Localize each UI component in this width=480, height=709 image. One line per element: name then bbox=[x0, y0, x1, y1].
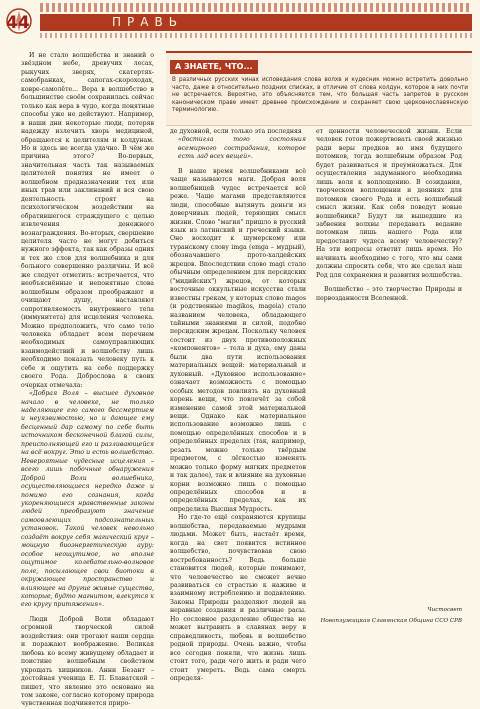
paragraph: И не стало волшебства и знаний о звёздном небе, древучих лесах, рыкучих зверях, скатертях-самобранках, сапогах-скороходах, ковре-самолёте... Вера в волшебство в большинстве своём сохранилась сейчас только как вера в чудо, когда понятные способы уже не действуют. Например, в наши дни некоторые люди, потеряв надежду излечить хворь медициной, обращаются к целителям и колдунам. Но и здесь не всегда удачно. В чём же причина этого? Во-первых, значительная часть так называемых целителей понятия не имеет о волшебном предназначении тех или иных трав или заклинаний и вся свою деятельность строят на психологическом воздействии на обратившегося страждущего с целью извлечения денежного вознаграждения. Во-вторых, свершение целителя часто не могут добиться нужного эффекта, так как образы одних и тех же слов для волшебника и для больного совершенно различны. И всё же следует отметить: встречается, что необъяснённые и непонятные слова волшебным образом преображают и очищают душу, наставляют сопротивляемость внутреннего тела (иммунитета) для исцеления человека. Можно предположить, что само тело человека обладает всем перечнем необходимых самоуправляющих взаимодействий и волшебству лишь необходимо показать человеку путь к себе и ощутить на себе поддержку своего Рода. Добрословa в своих очерках отмечала: bbox=[21, 52, 154, 389]
paragraph: Люди Доброй Воли обладают огромной творческой силой воздействия: они трогают наши сердца и поражают воображение. Великая любовь ко всему живущему обладает и поистине волшебным свойством укрощать хищников. Анни Безант – достойная ученица Е. П. Блаватской – пишет, что явление это основано на том законе, согласно которому природа чувственная подчиняется приро- bbox=[21, 615, 154, 708]
paragraph: В наше время волшебниками всё чаще называются маги. Добрая воля волшебницей чудес встречается всё реже. Чаще магами представляются люди, способные вытянуть деньги из доверчивых людей, теряющих смысл жизни. Слово "магия" пришло в русский язык из латинский и греческий языки. Оно восходит к шумерскому или туранскому слову imga (emga – мудрый), обозначавшего прото-халдейских жрецов. Впоследствии слово magi стало обычным определением для персидских ("мидийских") жрецов, от которых восточные оккультные искусства стали известны грекам, у которых слово magos (и родственные magikos, mageia) стало названием человека, обладающего тайными знаниями и силой, подобно персидским жрецам. Поскольку человек состоит из двух противоположных «компонентов» – тела и духа, ему даны были два пути использования материальных вещей: материальный и духовный. «Духовное использование» означает возможность с помощью особых методов повлиять на духовный корень вещи, что повлечёт за собой изменение самой этой материальной вещи. Однако как материальное использование возможно лишь с помощью определённых способов и в определённых пределах (так, например, резать можно только твёрдым предметом, с лёгкостью изменять можно только форму мягких предметов и так далее), так и влияние на духовные корни возможно лишь с помощью определённых способов и в определённых пределах, как их определила Высшая Мудрость. bbox=[170, 167, 306, 513]
column-left bbox=[21, 52, 154, 709]
box-text: В различных русских чинах исповедания слова волхв и кудесник можно встретить довольно часто, даже в относительно поздних списках, в отличие от слова колдун, которое в них почти не встречается. Вероятно, это объясняется тем, что большая часть запретов в русском каноническом праве имеет древнее происхождение и сохраняет свою церковнославянскую терминологию. bbox=[172, 77, 468, 114]
paragraph: ет ценности человеческой жизни. Если человек готов пожертвовать своей жизнью ради веры предков во имя будущего потомков, тогда волшебным образом Род будет развиваться и преумножаться. Для осуществления задуманного необходима лишь воля к воплощению. В созидании, творческом воплощении и деяниях для потомков своего Рода и есть волшебный смысл жизни. Как себя поведут новые волшебники? Будут ли вышедшие из забвения волхвы передавать ведание потомкам лишь нашего Рода или предоставят чудеса всему человечеству? На эти вопросы ответит лишь время. Но начинать необходимо с того, что мы сами должны спросить себя, что же сделал наш Род для сохранения и развития волшебства. bbox=[316, 128, 462, 279]
box-title: А ЗНАЕТЕ, ЧТО... bbox=[170, 60, 258, 74]
quote: «Добрая Воля – высшее духовное начало в человеке, не только наделяющее его самого бессмертием и неуязвимостью, но и дающее ему бесценный дар самому по себе быть источником бесконечной благой силы, преисполняющей его и разливающейся на всё вокруг. Это и есть волшебство. Невероятные чудесные исцеления – всего лишь побочные обнаружения Доброй Воли волшебника, осуществляющиеся нередко даже и помимо его сознания, когда укореняющиеся нравственные законы людей преобразуют значение самоовлеющих подсознательных установок. Такой человек невольно создаёт вокруг себя магический круг – мощную биоэнергетическую ауру: особое неощутимое, но вполне ощутимое колебательно-волновое поле, посылающее свои биотоки в окружающее пространство и влияющее на другие живые существа, которые, будто магнитом, влекутся к его кругу притяжения». bbox=[21, 390, 154, 609]
did-you-know-box bbox=[166, 51, 472, 126]
page-header bbox=[0, 0, 480, 40]
quote: «достигла того состояния всемирного сострадания, которое есть лад всех вещей». bbox=[178, 136, 306, 161]
column-middle bbox=[170, 128, 306, 683]
author-name: Чистосвет bbox=[427, 607, 462, 613]
header-band bbox=[40, 14, 472, 31]
section-title: ПРАВЬ bbox=[112, 15, 183, 29]
header-pattern-top bbox=[40, 3, 472, 12]
author-signature bbox=[316, 607, 462, 625]
header-pattern-bottom bbox=[40, 33, 472, 38]
column-right bbox=[316, 128, 462, 303]
author-organization: Новоплужицкая Славянская Община ССО СРВ bbox=[320, 617, 462, 624]
paragraph: Но где-то ещё сохраняются крупицы волшебства, передаваемые мудрыми людьми. Может быть, настаёт время, когда на свет появится истинное волшебство, почувствовав свою востребованность? Ведь больше становится людей, которые понимают, что человечество не сможет вечно развиваться со страстью к наживе и взаимному истреблению и подавлению. Законы Природы разделяют людей на неравные создания и различные расы. Но сословное разделение общества не может вытравить в славянах веру в справедливость, любовь и волшебство родной природы. Очень важно, чтобы все сегодня поняли, что жизнь лишь стоит того, ради чего жить и ради чего стоит умереть. Ведь сама смерть определя- bbox=[170, 514, 306, 682]
page-number: 44 bbox=[6, 13, 30, 33]
paragraph: де духовной, если только эта последняя bbox=[170, 128, 302, 135]
paragraph: Волшебство – это творчество Природы и первозданности Вселенной. bbox=[316, 286, 462, 302]
